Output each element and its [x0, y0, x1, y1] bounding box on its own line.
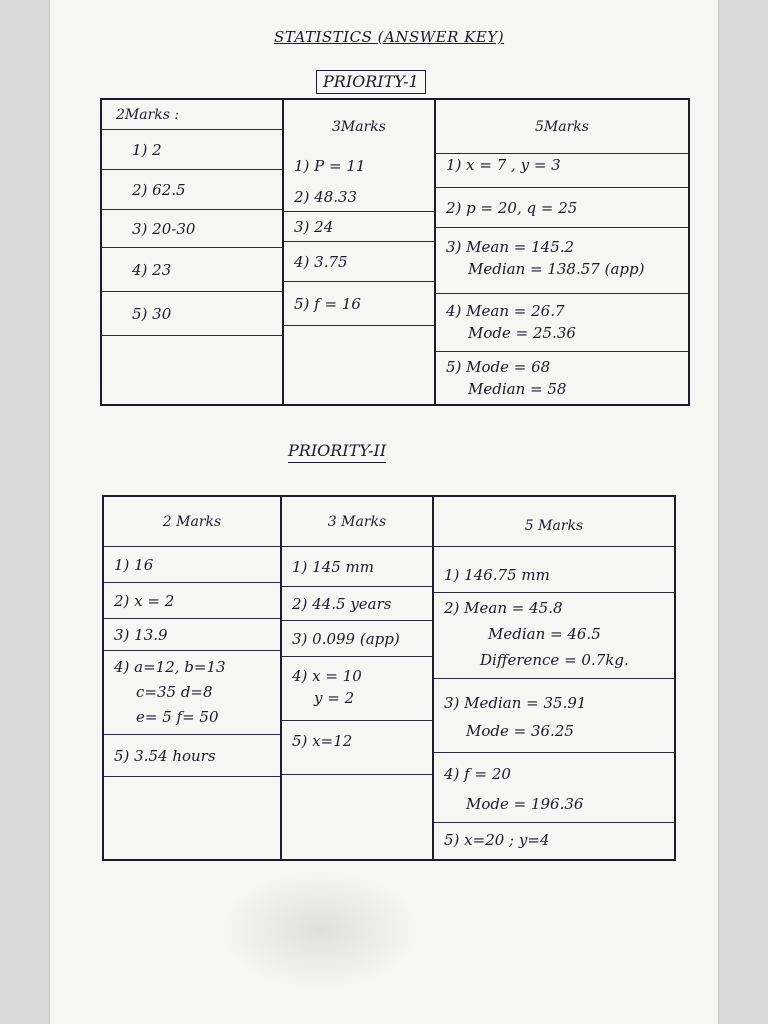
p1-header-3-marks: 3Marks: [332, 119, 386, 135]
p1-2m-answer-5: 5) 30: [102, 292, 282, 336]
p2-2m-answer-3: 3) 13.9: [104, 619, 280, 651]
priority-2-heading: PRIORITY-II: [288, 440, 386, 463]
priority-2-table: [102, 495, 676, 861]
p2-5m-answer-1: 1) 146.75 mm: [434, 547, 674, 593]
p1-2m-answer-4: 4) 23: [102, 248, 282, 292]
p1-2m-answer-1: 1) 2: [102, 130, 282, 170]
p2-3m-answer-1: 1) 145 mm: [282, 547, 432, 587]
priority-1-heading: PRIORITY-1: [316, 70, 426, 94]
p2-header-5-marks: 5 Marks: [434, 497, 674, 547]
priority-1-table: [100, 98, 690, 406]
p1-5m-answer-2: 2) p = 20, q = 25: [436, 188, 688, 228]
p1-2m-answer-2: 2) 62.5: [102, 170, 282, 210]
p2-2m-answer-4: 4) a=12, b=13 c=35 d=8 e= 5 f= 50: [104, 651, 280, 735]
p1-5m-answer-4: 4) Mean = 26.7 Mode = 25.36: [436, 294, 688, 352]
answer-key-page: [50, 0, 718, 1024]
p2-2m-answer-1: 1) 16: [104, 547, 280, 583]
p2-3m-answer-4: 4) x = 10 y = 2: [282, 657, 432, 721]
p2-3m-answer-5: 5) x=12: [282, 721, 432, 775]
p2-5m-answer-3: 3) Median = 35.91 Mode = 36.25: [434, 679, 674, 753]
p2-5m-answer-4: 4) f = 20 Mode = 196.36: [434, 753, 674, 823]
p2-5m-answer-2: 2) Mean = 45.8 Median = 46.5 Difference = 0.7kg.: [434, 593, 674, 679]
p2-5m-answer-5: 5) x=20 ; y=4: [444, 831, 550, 849]
p1-5m-answer-3: 3) Mean = 145.2 Median = 138.57 (app): [436, 228, 688, 294]
p2-col-5-marks: [434, 497, 674, 859]
p1-3m-answer-3: 3) 24: [284, 212, 434, 242]
p1-col-3-marks: [284, 100, 436, 404]
p1-3m-answer-1: 1) P = 11: [294, 157, 366, 175]
p1-3m-answer-5: 5) f = 16: [284, 282, 434, 326]
p1-header-5-marks: 5Marks: [436, 100, 688, 154]
p1-2m-answer-3: 3) 20-30: [102, 210, 282, 248]
p2-col-3-marks: [282, 497, 434, 859]
p2-col-2-marks: [104, 497, 282, 859]
p2-header-3-marks: 3 Marks: [282, 497, 432, 547]
p2-header-2-marks: 2 Marks: [104, 497, 280, 547]
page-title: STATISTICS (ANSWER KEY): [274, 28, 505, 46]
paper-stain: [220, 870, 420, 990]
p2-2m-answer-2: 2) x = 2: [104, 583, 280, 619]
p1-3m-answer-4: 4) 3.75: [284, 242, 434, 282]
p1-col-2-marks: [102, 100, 284, 404]
p1-header-2-marks: 2Marks :: [102, 100, 282, 130]
p2-3m-answer-2: 2) 44.5 years: [282, 587, 432, 621]
p2-3m-answer-3: 3) 0.099 (app): [282, 621, 432, 657]
p1-3m-answer-2: 2) 48.33: [284, 182, 434, 212]
p2-2m-answer-5: 5) 3.54 hours: [104, 735, 280, 777]
p1-5m-answer-5: 5) Mode = 68 Median = 58: [446, 358, 567, 398]
p1-col-5-marks: [436, 100, 688, 404]
p1-5m-answer-1: 1) x = 7 , y = 3: [436, 154, 688, 188]
